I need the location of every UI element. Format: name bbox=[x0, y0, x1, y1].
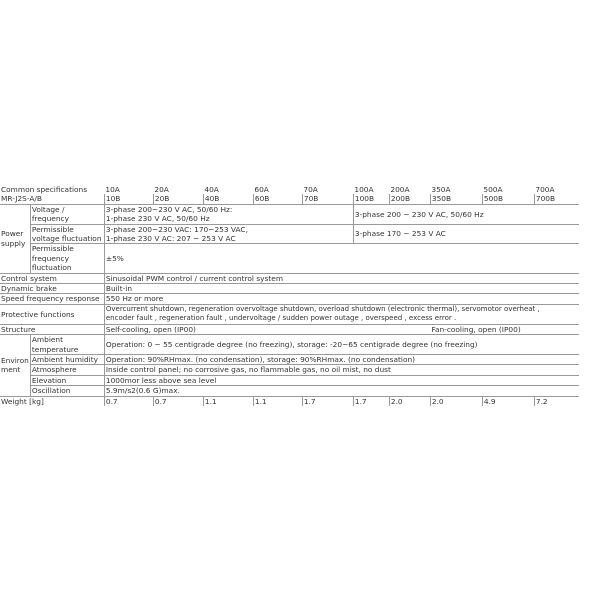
specifications-table bbox=[0, 185, 579, 406]
elevation-row bbox=[0, 375, 579, 385]
weight-value: 1.1 bbox=[253, 396, 302, 406]
voltage-frequency-low: 3-phase 200~230 V AC, 50/60 Hz: 1-phase 230 V AC, 50/60 Hz bbox=[104, 204, 353, 224]
model-b: 40B bbox=[203, 194, 253, 204]
weight-label: Weight [kg] bbox=[1, 396, 44, 406]
structure-label: Structure bbox=[0, 324, 104, 334]
structure-self-cooling: Self-cooling, open (IP00) bbox=[104, 324, 430, 334]
oscillation-label: Oscillation bbox=[30, 386, 104, 396]
model-a: 350A bbox=[431, 185, 451, 194]
weight-row bbox=[0, 396, 579, 406]
model-b: 70B bbox=[302, 194, 353, 204]
weight-value: 0.7 bbox=[104, 396, 153, 406]
control-system-label: Control system bbox=[0, 273, 104, 283]
model-a: 70A bbox=[303, 185, 318, 194]
model-a: 100A bbox=[354, 185, 374, 194]
speed-response-row bbox=[0, 294, 579, 304]
header-row-b bbox=[0, 194, 579, 204]
ambient-humidity-value: Operation: 90%RHmax. (no condensation), storage: 90%RHmax. (no condensation) bbox=[104, 354, 579, 364]
model-a: 200A bbox=[390, 185, 410, 194]
control-system-row bbox=[0, 273, 579, 283]
dynamic-brake-value: Built-in bbox=[104, 284, 579, 294]
weight-value: 4.9 bbox=[482, 396, 534, 406]
weight-value: 7.2 bbox=[534, 396, 579, 406]
ambient-humidity-row bbox=[0, 354, 579, 364]
model-b: 60B bbox=[253, 194, 302, 204]
model-b: 200B bbox=[389, 194, 430, 204]
model-b: 20B bbox=[153, 194, 203, 204]
elevation-value: 1000mor less above sea level bbox=[104, 375, 579, 385]
model-series-label: MR-J2S-A/B bbox=[0, 194, 104, 204]
permissible-frequency-value: ±5% bbox=[104, 244, 579, 273]
model-a: 500A bbox=[483, 185, 503, 194]
model-b: 100B bbox=[353, 194, 389, 204]
structure-row bbox=[0, 324, 579, 334]
model-a: 40A bbox=[204, 185, 219, 194]
ambient-humidity-label: Ambient humidity bbox=[30, 354, 104, 364]
ambient-temperature-value: Operation: 0 ~ 55 centigrade degree (no freezing), storage: -20~65 centigrade degree (no freezing) bbox=[104, 335, 579, 355]
permissible-frequency-label: Permissible frequency fluctuation bbox=[30, 244, 104, 273]
atmosphere-value: Inside control panel; no corrosive gas, no flammable gas, no oil mist, no dust bbox=[104, 365, 579, 375]
model-b: 500B bbox=[482, 194, 534, 204]
model-a: 60A bbox=[254, 185, 269, 194]
environment-group-label: Environ ment bbox=[0, 335, 30, 396]
permissible-voltage-low: 3-phase 200~230 VAC: 170~253 VAC, 1-phase 230 V AC: 207 ~ 253 V AC bbox=[104, 224, 353, 244]
weight-value: 1.7 bbox=[353, 396, 389, 406]
weight-value: 2.0 bbox=[430, 396, 482, 406]
structure-fan-cooling: Fan-cooling, open (IP00) bbox=[430, 324, 579, 334]
speed-response-value: 550 Hz or more bbox=[104, 294, 579, 304]
oscillation-row bbox=[0, 386, 579, 396]
atmosphere-label: Atmosphere bbox=[30, 365, 104, 375]
model-b: 700B bbox=[534, 194, 579, 204]
oscillation-value: 5.9m/s2(0.6 G)max. bbox=[104, 386, 579, 396]
control-system-value: Sinusoidal PWM control / current control system bbox=[104, 273, 579, 283]
voltage-frequency-high: 3-phase 200 ~ 230 V AC, 50/60 Hz bbox=[353, 204, 579, 224]
model-a: 20A bbox=[154, 185, 169, 194]
speed-response-label: Speed frequency response bbox=[0, 294, 104, 304]
model-b: 10B bbox=[104, 194, 153, 204]
model-b: 350B bbox=[430, 194, 482, 204]
weight-value: 0.7 bbox=[153, 396, 203, 406]
weight-value: 2.0 bbox=[389, 396, 430, 406]
model-a: 10A bbox=[105, 185, 120, 194]
ambient-temperature-row bbox=[0, 335, 579, 355]
header-row-a bbox=[0, 185, 579, 194]
weight-value: 1.7 bbox=[302, 396, 353, 406]
atmosphere-row bbox=[0, 365, 579, 375]
dynamic-brake-row bbox=[0, 284, 579, 294]
protective-label: Protective functions bbox=[0, 304, 104, 324]
elevation-label: Elevation bbox=[30, 375, 104, 385]
protective-value: Overcurrent shutdown, regeneration overvoltage shutdown, overload shutdown (electronic thermal), servomotor overheat , encoder fault , regeneration fault , undervoltage / sudden power outage , overspeed , excess error . bbox=[104, 304, 579, 324]
common-spec-label: Common specifications bbox=[1, 185, 88, 194]
ambient-temperature-label: Ambient temperature bbox=[30, 335, 104, 355]
permissible-voltage-high: 3-phase 170 ~ 253 V AC bbox=[353, 224, 579, 244]
permissible-voltage-label: Permissible voltage fluctuation bbox=[30, 224, 104, 244]
dynamic-brake-label: Dynamic brake bbox=[0, 284, 104, 294]
power-supply-group-label: Power supply bbox=[0, 204, 30, 273]
voltage-frequency-row bbox=[0, 204, 579, 224]
model-a: 700A bbox=[535, 185, 555, 194]
protective-row bbox=[0, 304, 579, 324]
permissible-frequency-row bbox=[0, 244, 579, 273]
weight-value: 1.1 bbox=[203, 396, 253, 406]
permissible-voltage-row bbox=[0, 224, 579, 244]
voltage-frequency-label: Voltage / frequency bbox=[30, 204, 104, 224]
